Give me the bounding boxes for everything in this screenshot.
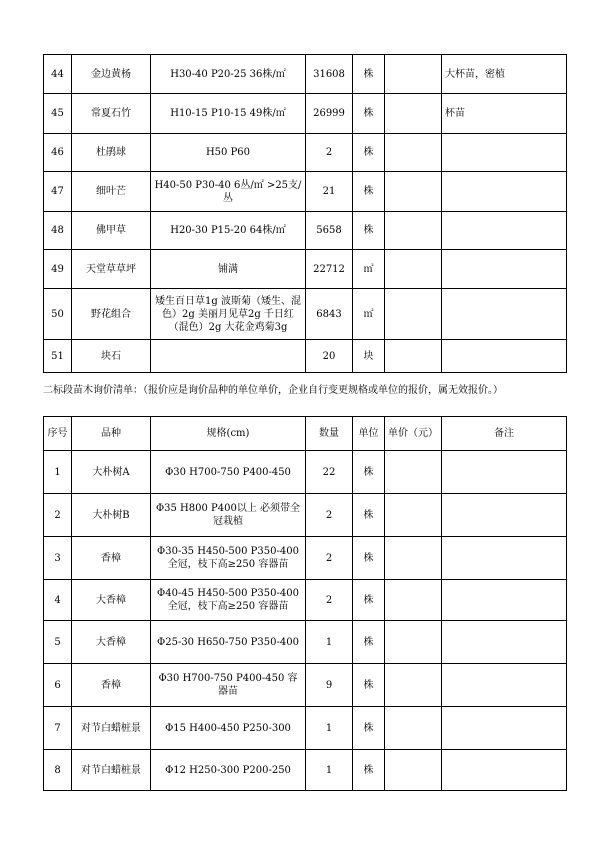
row-number: 5 [44,621,72,664]
table-row [44,172,567,212]
section-note: 二标段苗木询价清单：（报价应是询价品种的单位单价，企业自行变更规格或单位的报价，属无效报价。） [43,385,503,396]
table-row [44,340,567,373]
quantity: 20 [306,340,353,373]
unit: 株 [353,664,385,707]
plant-spec: H50 P60 [151,134,306,172]
unit: 株 [353,580,385,621]
quantity: 22 [306,451,353,494]
unit-price-cell[interactable] [385,664,442,707]
plant-name: 大朴树A [72,451,151,494]
remark [442,134,567,172]
plant-spec: Φ12 H250-300 P200-250 [151,750,306,791]
quantity: 22712 [306,250,353,289]
row-number: 6 [44,664,72,707]
plant-name: 常夏石竹 [72,94,151,134]
plant-name: 大香樟 [72,580,151,621]
unit: ㎡ [353,250,385,289]
quantity: 9 [306,664,353,707]
plant-name: 天堂草草坪 [72,250,151,289]
unit-price-cell[interactable] [385,707,442,750]
unit-price-cell[interactable] [385,94,442,134]
plant-name: 香樟 [72,537,151,580]
unit-price-cell[interactable] [385,750,442,791]
row-number: 44 [44,55,72,94]
section-two-seedling-table [43,416,567,791]
unit: 株 [353,55,385,94]
remark [442,537,567,580]
unit-price-cell[interactable] [385,250,442,289]
plant-spec [151,340,306,373]
remark [442,212,567,250]
remark [442,451,567,494]
quantity: 2 [306,537,353,580]
plant-spec: H20-30 P15-20 64株/㎡ [151,212,306,250]
quantity: 1 [306,707,353,750]
unit-price-cell[interactable] [385,494,442,537]
plant-spec: H30-40 P20-25 36株/㎡ [151,55,306,94]
quantity: 2 [306,134,353,172]
unit-price-cell[interactable] [385,134,442,172]
row-number: 51 [44,340,72,373]
remark [442,250,567,289]
plant-name: 香樟 [72,664,151,707]
table-row [44,750,567,791]
remark: 杯苗 [442,94,567,134]
unit: 株 [353,537,385,580]
table-row [44,55,567,94]
plant-spec: 铺满 [151,250,306,289]
quantity: 6843 [306,289,353,340]
quantity: 2 [306,580,353,621]
table-row [44,250,567,289]
row-number: 3 [44,537,72,580]
row-number: 50 [44,289,72,340]
unit: 株 [353,494,385,537]
column-header-name: 品种 [72,417,151,451]
plant-spec: Φ30 H700-750 P400-450 容器苗 [151,664,306,707]
table-row [44,212,567,250]
plant-name: 大香樟 [72,621,151,664]
table-row [44,494,567,537]
plant-name: 对节白蜡桩景 [72,707,151,750]
unit: 株 [353,94,385,134]
plant-spec: Φ30 H700-750 P400-450 [151,451,306,494]
unit-price-cell[interactable] [385,172,442,212]
quantity: 1 [306,621,353,664]
table-row [44,134,567,172]
remark [442,750,567,791]
row-number: 2 [44,494,72,537]
table-row [44,580,567,621]
quantity: 31608 [306,55,353,94]
row-number: 45 [44,94,72,134]
unit-price-cell[interactable] [385,537,442,580]
row-number: 49 [44,250,72,289]
plant-spec: 矮生百日草1g 波斯菊（矮生、混色）2g 美丽月见草2g 千日红（混色）2g 大花金鸡菊3g [151,289,306,340]
unit-price-cell[interactable] [385,621,442,664]
unit-price-cell[interactable] [385,289,442,340]
table-row [44,707,567,750]
remark: 大杯苗，密植 [442,55,567,94]
plant-name: 细叶芒 [72,172,151,212]
seedling-table-continued [43,54,567,373]
quantity: 21 [306,172,353,212]
remark [442,664,567,707]
plant-spec: Φ30-35 H450-500 P350-400 全冠，枝下高≥250 容器苗 [151,537,306,580]
remark [442,580,567,621]
plant-name: 杜鹃球 [72,134,151,172]
row-number: 47 [44,172,72,212]
column-header-unit: 单位 [353,417,385,451]
remark [442,621,567,664]
quantity: 26999 [306,94,353,134]
plant-spec: H10-15 P10-15 49株/㎡ [151,94,306,134]
table-row [44,289,567,340]
plant-name: 大朴树B [72,494,151,537]
row-number: 46 [44,134,72,172]
plant-spec: Φ40-45 H450-500 P350-400 全冠，枝下高≥250 容器苗 [151,580,306,621]
remark [442,289,567,340]
quantity: 5658 [306,212,353,250]
table-row [44,664,567,707]
unit: 块 [353,340,385,373]
column-header-quantity: 数量 [306,417,353,451]
unit-price-cell[interactable] [385,580,442,621]
unit: 株 [353,172,385,212]
column-header-price: 单价（元） [385,417,442,451]
unit: 株 [353,212,385,250]
unit: 株 [353,451,385,494]
unit-price-cell[interactable] [385,55,442,94]
unit-price-cell[interactable] [385,451,442,494]
table-header-row [44,417,567,451]
plant-spec: H40-50 P30-40 6丛/㎡ >25支/丛 [151,172,306,212]
plant-spec: Φ25-30 H650-750 P350-400 [151,621,306,664]
unit: 株 [353,621,385,664]
quantity: 1 [306,750,353,791]
unit: 株 [353,707,385,750]
plant-spec: Φ15 H400-450 P250-300 [151,707,306,750]
unit: ㎡ [353,289,385,340]
table-row [44,451,567,494]
plant-name: 块石 [72,340,151,373]
column-header-spec: 规格(cm) [151,417,306,451]
column-header-number: 序号 [44,417,72,451]
unit: 株 [353,750,385,791]
table-row [44,537,567,580]
plant-name: 野花组合 [72,289,151,340]
quantity: 2 [306,494,353,537]
row-number: 8 [44,750,72,791]
plant-name: 佛甲草 [72,212,151,250]
unit: 株 [353,134,385,172]
column-header-remark: 备注 [442,417,567,451]
remark [442,494,567,537]
row-number: 7 [44,707,72,750]
row-number: 1 [44,451,72,494]
plant-spec: Φ35 H800 P400以上 必须带全冠栽植 [151,494,306,537]
unit-price-cell[interactable] [385,212,442,250]
remark [442,172,567,212]
row-number: 4 [44,580,72,621]
remark [442,340,567,373]
plant-name: 金边黄杨 [72,55,151,94]
unit-price-cell[interactable] [385,340,442,373]
table-row [44,94,567,134]
table-row [44,621,567,664]
remark [442,707,567,750]
plant-name: 对节白蜡桩景 [72,750,151,791]
row-number: 48 [44,212,72,250]
